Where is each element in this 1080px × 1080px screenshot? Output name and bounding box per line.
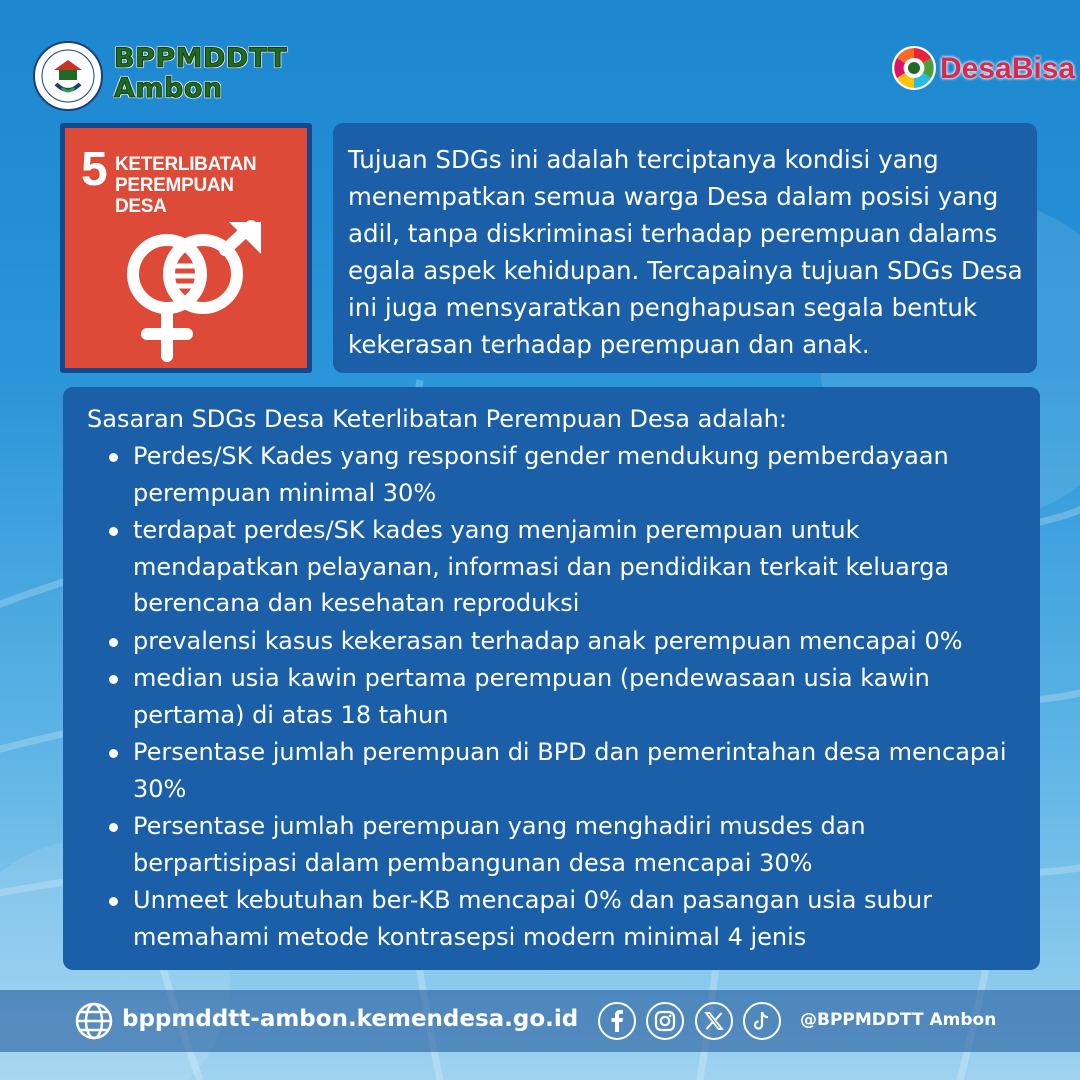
social-handle: @BPPMDDTT Ambon [800,1010,997,1030]
facebook-icon[interactable] [598,1002,636,1040]
bullet-icon [109,823,118,832]
list-item-text: terdapat perdes/SK kades yang menjamin perempuan untuk mendapatkan pelayanan, informasi dan pendidikan terkait keluarga berencana dan kesehatan reproduksi [133,516,950,617]
bullet-icon [109,527,118,536]
tiktok-icon[interactable] [743,1002,781,1040]
organization-name-line1: BPPMDDTT [114,43,288,74]
partner-name: DesaBisa [940,52,1076,85]
x-icon[interactable] [695,1002,733,1040]
gender-equality-icon [117,216,267,366]
instagram-glyph-icon [654,1010,676,1032]
list-item-text: prevalensi kasus kekerasan terhadap anak perempuan mencapai 0% [133,626,963,655]
list-item-text: Unmeet kebutuhan ber-KB mencapai 0% dan pasangan usia subur memahami metode kontrasepsi modern minimal 4 jenis [133,886,933,951]
sdg-goal-tile [60,123,312,373]
list-item [109,734,1020,807]
sdg-number: 5 [81,143,108,196]
organization-name [114,44,287,104]
list-item [109,808,1020,881]
bullet-icon [109,749,118,758]
sdg-wheel-icon [890,44,938,92]
description-text: Tujuan SDGs ini adalah terciptanya kondisi yang menempatkan semua warga Desa dalam posisi yang adil, tanpa diskriminasi terhadap perempuan dalams egala aspek kehidupan. Tercapainya tujuan SDGs Desa ini juga mensyaratkan penghapusan segala bentuk kekerasan terhadap perempuan dan anak. [348,145,1023,359]
tiktok-glyph-icon [752,1010,772,1032]
sdg-title-line3: DESA [115,196,167,217]
list-item-text: Persentase jumlah perempuan yang menghadiri musdes dan berpartisipasi dalam pembangunan desa mencapai 30% [133,812,866,877]
sdg-title [115,154,256,217]
bullet-icon [109,638,118,647]
instagram-icon[interactable] [646,1002,684,1040]
list-item-text: median usia kawin pertama perempuan (pendewasaan usia kawin pertama) di atas 18 tahun [133,664,930,729]
bullet-icon [109,453,118,462]
list-item [109,438,1020,511]
list-item [109,623,1020,660]
target-list [109,438,1020,955]
targets-intro: Sasaran SDGs Desa Keterlibatan Perempuan Desa adalah: [87,405,787,433]
globe-icon [74,1001,114,1041]
sdg-title-line2: PEREMPUAN [115,175,234,196]
targets-panel [63,387,1040,970]
list-item [109,882,1020,955]
description-panel [333,123,1037,373]
list-item-text: Perdes/SK Kades yang responsif gender mendukung pemberdayaan perempuan minimal 30% [133,442,949,507]
website-link[interactable]: bppmddtt-ambon.kemendesa.go.id [122,1006,579,1032]
x-glyph-icon [704,1011,724,1031]
sdg-title-line1: KETERLIBATAN [115,154,257,175]
list-item [109,512,1020,622]
bullet-icon [109,675,118,684]
ministry-logo [32,40,104,112]
facebook-glyph-icon [608,1010,626,1032]
bullet-icon [109,897,118,906]
list-item [109,660,1020,733]
list-item-text: Persentase jumlah perempuan di BPD dan pemerintahan desa mencapai 30% [133,738,1007,803]
organization-name-line2: Ambon [114,73,223,104]
